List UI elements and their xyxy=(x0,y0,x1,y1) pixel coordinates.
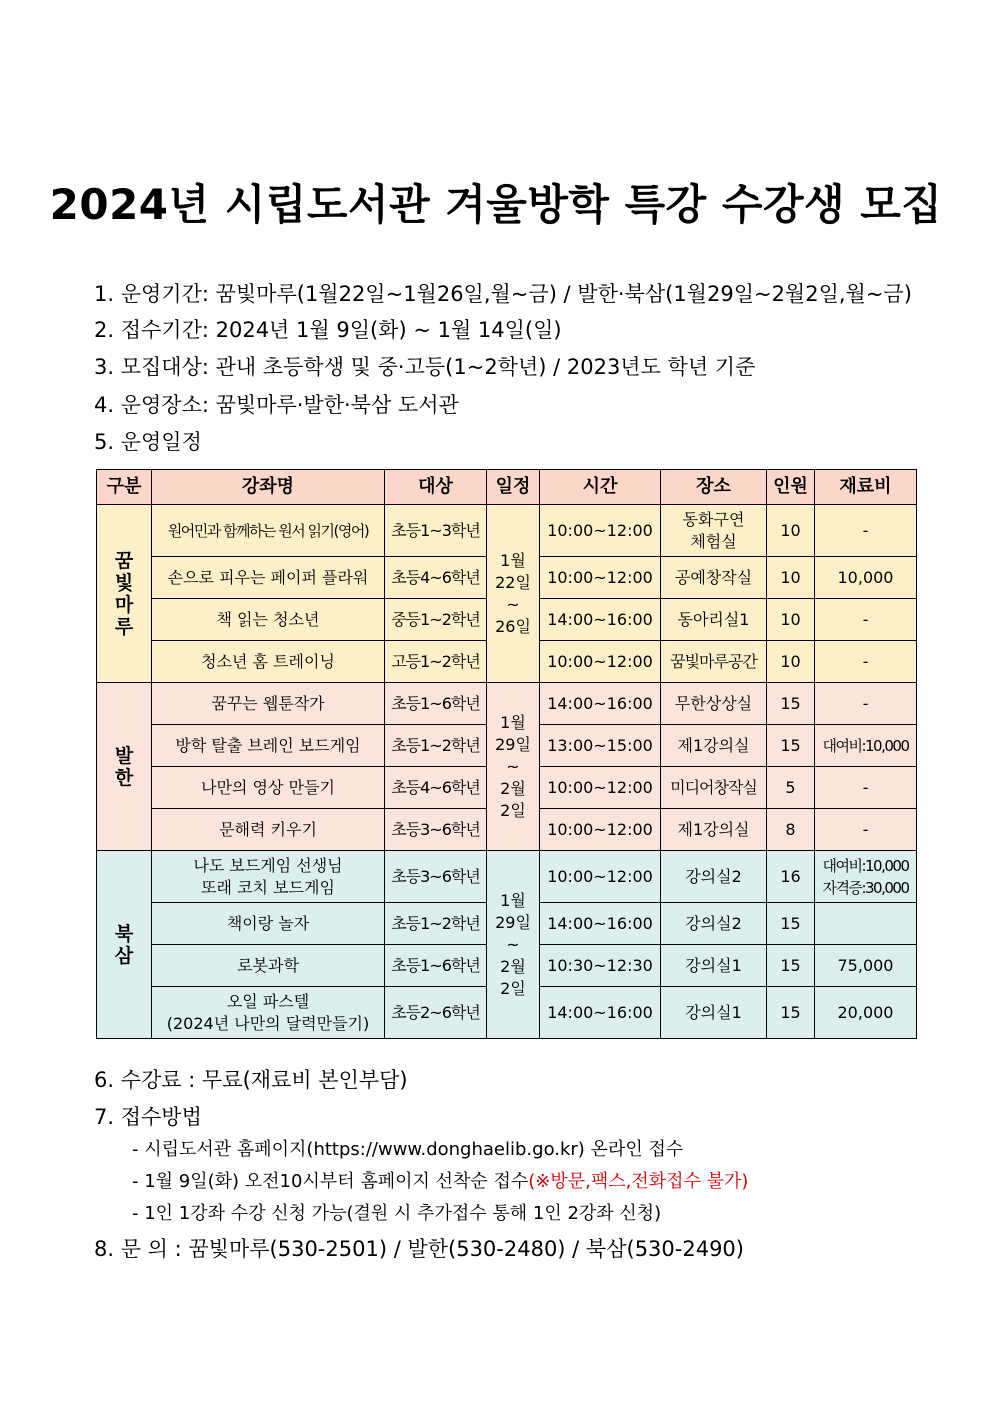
column-header: 구분 xyxy=(97,470,152,505)
column-header: 재료비 xyxy=(815,470,917,505)
fee-cell xyxy=(815,505,917,557)
place-cell xyxy=(661,505,767,557)
course-name: 청소년 홈 트레이닝 xyxy=(201,651,335,671)
place-cell xyxy=(661,903,767,945)
target-cell: 초등3~6학년 xyxy=(385,809,487,851)
place-text: 강의실2 xyxy=(685,866,742,886)
target-cell: 초등2~6학년 xyxy=(385,987,487,1039)
fee-text: - xyxy=(862,693,869,713)
method-limit: - 1인 1강좌 수강 신청 가능(결원 시 추가접수 통해 1인 2강좌 신청) xyxy=(132,1203,662,1224)
column-header: 대상 xyxy=(385,470,487,505)
place-cell xyxy=(661,851,767,903)
info-location: 4. 운영장소: 꿈빛마루·발한·북삼 도서관 xyxy=(94,393,459,417)
target-cell: 초등1~2학년 xyxy=(385,903,487,945)
schedule-text: 1월 xyxy=(500,550,526,570)
schedule-text: 26일 xyxy=(495,616,531,636)
info-target: 3. 모집대상: 관내 초등학생 및 중·고등(1~2학년) / 2023년도 학년 기준 xyxy=(94,355,756,379)
place-cell xyxy=(661,599,767,641)
contact-info: 8. 문 의 : 꿈빛마루(530-2501) / 발한(530-2480) / 북삼(530-2490) xyxy=(94,1237,744,1261)
info-schedule-heading: 5. 운영일정 xyxy=(94,430,202,454)
group-name-cell xyxy=(97,505,152,683)
time-cell: 10:00~12:00 xyxy=(540,641,661,683)
place-text: 제1강의실 xyxy=(677,735,750,755)
fee-text: - xyxy=(862,777,869,797)
column-header: 강좌명 xyxy=(152,470,385,505)
target-cell: 초등4~6학년 xyxy=(385,557,487,599)
target-cell: 고등1~2학년 xyxy=(385,641,487,683)
fee-text: 대여비:10,000 xyxy=(822,856,909,875)
column-header: 시간 xyxy=(540,470,661,505)
course-name: 원어민과 함께하는 원서 읽기(영어) xyxy=(167,521,369,540)
table-row xyxy=(97,683,917,725)
time-cell: 10:30~12:30 xyxy=(540,945,661,987)
count-cell: 10 xyxy=(767,641,815,683)
course-name: 나도 보드게임 선생님 xyxy=(193,855,343,875)
place-text: 동아리실1 xyxy=(677,609,750,629)
fee-cell xyxy=(815,945,917,987)
target-cell: 초등4~6학년 xyxy=(385,767,487,809)
fee-cell xyxy=(815,683,917,725)
fee-text: 10,000 xyxy=(837,567,894,587)
count-cell: 15 xyxy=(767,683,815,725)
place-cell xyxy=(661,987,767,1039)
place-text: 동화구연 xyxy=(682,509,745,529)
place-text: 무한상상실 xyxy=(674,693,753,713)
course-name-cell xyxy=(152,505,385,557)
count-cell: 15 xyxy=(767,725,815,767)
count-cell: 15 xyxy=(767,945,815,987)
course-name-cell xyxy=(152,725,385,767)
course-name-cell xyxy=(152,851,385,903)
fee-text: - xyxy=(862,819,869,839)
course-name: 또래 코치 보드게임 xyxy=(201,877,335,897)
group-name-char: 루 xyxy=(114,615,134,638)
place-cell xyxy=(661,809,767,851)
time-cell: 14:00~16:00 xyxy=(540,987,661,1039)
fee-text: 자격증:30,000 xyxy=(822,878,909,897)
info-registration: 2. 접수기간: 2024년 1월 9일(화) ~ 1월 14일(일) xyxy=(94,318,562,342)
fee-cell xyxy=(815,725,917,767)
table-row xyxy=(97,505,917,557)
fee-text: - xyxy=(862,609,869,629)
group-name-char: 마 xyxy=(114,593,134,616)
course-name: 책 읽는 청소년 xyxy=(216,609,320,629)
place-cell xyxy=(661,683,767,725)
fee-text: 대여비:10,000 xyxy=(822,736,909,755)
group-name-char: 발 xyxy=(114,744,134,767)
info-period: 1. 운영기간: 꿈빛마루(1월22일~1월26일,월~금) / 발한·북삼(1월29일~2월2일,월~금) xyxy=(94,282,912,306)
schedule-text: ~ xyxy=(506,594,520,614)
count-cell: 10 xyxy=(767,599,815,641)
place-cell xyxy=(661,641,767,683)
group-name-char: 북 xyxy=(114,922,134,945)
course-name: 방학 탈출 브레인 보드게임 xyxy=(175,735,361,755)
schedule-cell xyxy=(487,505,540,683)
place-text: 체험실 xyxy=(690,531,737,551)
group-name-char: 빛 xyxy=(114,571,134,594)
schedule-cell xyxy=(487,851,540,1039)
schedule-text: ~ xyxy=(506,756,520,776)
course-name-cell xyxy=(152,945,385,987)
schedule-text: 22일 xyxy=(495,572,531,592)
place-text: 꿈빛마루공간 xyxy=(670,651,757,671)
count-cell: 10 xyxy=(767,505,815,557)
fee-cell xyxy=(815,851,917,903)
target-cell: 초등1~2학년 xyxy=(385,725,487,767)
group-name-cell xyxy=(97,683,152,851)
count-cell: 10 xyxy=(767,557,815,599)
course-name-cell xyxy=(152,599,385,641)
fee-cell xyxy=(815,641,917,683)
count-cell: 16 xyxy=(767,851,815,903)
course-name-cell xyxy=(152,557,385,599)
fee-cell xyxy=(815,599,917,641)
course-name: 문해력 키우기 xyxy=(219,819,317,839)
time-cell: 14:00~16:00 xyxy=(540,599,661,641)
method-restriction-note: (※방문,팩스,전화접수 불가) xyxy=(528,1171,749,1192)
course-name: 책이랑 놀자 xyxy=(226,913,310,933)
time-cell: 10:00~12:00 xyxy=(540,809,661,851)
group-name-char: 꿈 xyxy=(114,549,134,572)
course-name-cell xyxy=(152,767,385,809)
place-text: 제1강의실 xyxy=(677,819,750,839)
fee-cell xyxy=(815,557,917,599)
fee-cell xyxy=(815,903,917,945)
time-cell: 10:00~12:00 xyxy=(540,767,661,809)
target-cell: 초등1~6학년 xyxy=(385,945,487,987)
fee-text: 20,000 xyxy=(837,1002,894,1022)
course-name: 꿈꾸는 웹툰작가 xyxy=(211,693,325,713)
schedule-cell xyxy=(487,683,540,851)
target-cell: 중등1~2학년 xyxy=(385,599,487,641)
fee-cell xyxy=(815,767,917,809)
group-name-char: 삼 xyxy=(114,944,134,967)
place-text: 강의실1 xyxy=(685,955,742,975)
count-cell: 15 xyxy=(767,987,815,1039)
fee-text: - xyxy=(862,651,869,671)
target-cell: 초등1~6학년 xyxy=(385,683,487,725)
fee-info: 6. 수강료 : 무료(재료비 본인부담) xyxy=(94,1068,408,1092)
method-online: - 시립도서관 홈페이지(https://www.donghaelib.go.kr) 온라인 접수 xyxy=(132,1139,684,1160)
course-name: 나만의 영상 만들기 xyxy=(201,777,335,797)
page-title: 2024년 시립도서관 겨울방학 특강 수강생 모집 xyxy=(49,180,943,229)
course-name: 로봇과학 xyxy=(237,955,299,975)
course-name: (2024년 나만의 달력만들기) xyxy=(166,1013,370,1033)
target-cell: 초등3~6학년 xyxy=(385,851,487,903)
target-cell: 초등1~3학년 xyxy=(385,505,487,557)
count-cell: 15 xyxy=(767,903,815,945)
schedule-text: 2월 xyxy=(500,956,526,976)
time-cell: 10:00~12:00 xyxy=(540,557,661,599)
course-name-cell xyxy=(152,809,385,851)
place-text: 공예창작실 xyxy=(674,567,753,587)
column-header: 인원 xyxy=(767,470,815,505)
place-text: 미디어창작실 xyxy=(670,777,757,797)
time-cell: 14:00~16:00 xyxy=(540,683,661,725)
column-header: 일정 xyxy=(487,470,540,505)
schedule-text: 2일 xyxy=(500,978,526,998)
time-cell: 13:00~15:00 xyxy=(540,725,661,767)
schedule-text: 29일 xyxy=(495,734,531,754)
group-name-char: 한 xyxy=(114,766,134,789)
course-name-cell xyxy=(152,987,385,1039)
schedule-text: 1월 xyxy=(500,890,526,910)
method-first-come-text: - 1월 9일(화) 오전10시부터 홈페이지 선착순 접수 xyxy=(132,1171,529,1192)
count-cell: 8 xyxy=(767,809,815,851)
course-name-cell xyxy=(152,903,385,945)
schedule-text: 2월 xyxy=(500,778,526,798)
place-text: 강의실2 xyxy=(685,913,742,933)
course-name: 오일 파스텔 xyxy=(226,991,310,1011)
course-name: 손으로 피우는 페이퍼 플라워 xyxy=(167,567,369,587)
schedule-table xyxy=(96,469,917,1039)
schedule-text: 29일 xyxy=(495,912,531,932)
time-cell: 14:00~16:00 xyxy=(540,903,661,945)
course-name-cell xyxy=(152,683,385,725)
place-cell xyxy=(661,767,767,809)
course-name-cell xyxy=(152,641,385,683)
schedule-text: 1월 xyxy=(500,712,526,732)
fee-cell xyxy=(815,987,917,1039)
column-header: 장소 xyxy=(661,470,767,505)
fee-text: 75,000 xyxy=(837,955,894,975)
application-method-heading: 7. 접수방법 xyxy=(94,1105,202,1129)
place-text: 강의실1 xyxy=(685,1002,742,1022)
fee-text: - xyxy=(862,520,869,540)
time-cell: 10:00~12:00 xyxy=(540,851,661,903)
schedule-text: 2일 xyxy=(500,800,526,820)
place-cell xyxy=(661,557,767,599)
count-cell: 5 xyxy=(767,767,815,809)
table-row xyxy=(97,851,917,903)
place-cell xyxy=(661,725,767,767)
schedule-text: ~ xyxy=(506,934,520,954)
fee-cell xyxy=(815,809,917,851)
time-cell: 10:00~12:00 xyxy=(540,505,661,557)
group-name-cell xyxy=(97,851,152,1039)
method-first-come xyxy=(132,1169,748,1195)
place-cell xyxy=(661,945,767,987)
table-header-row xyxy=(97,470,917,505)
